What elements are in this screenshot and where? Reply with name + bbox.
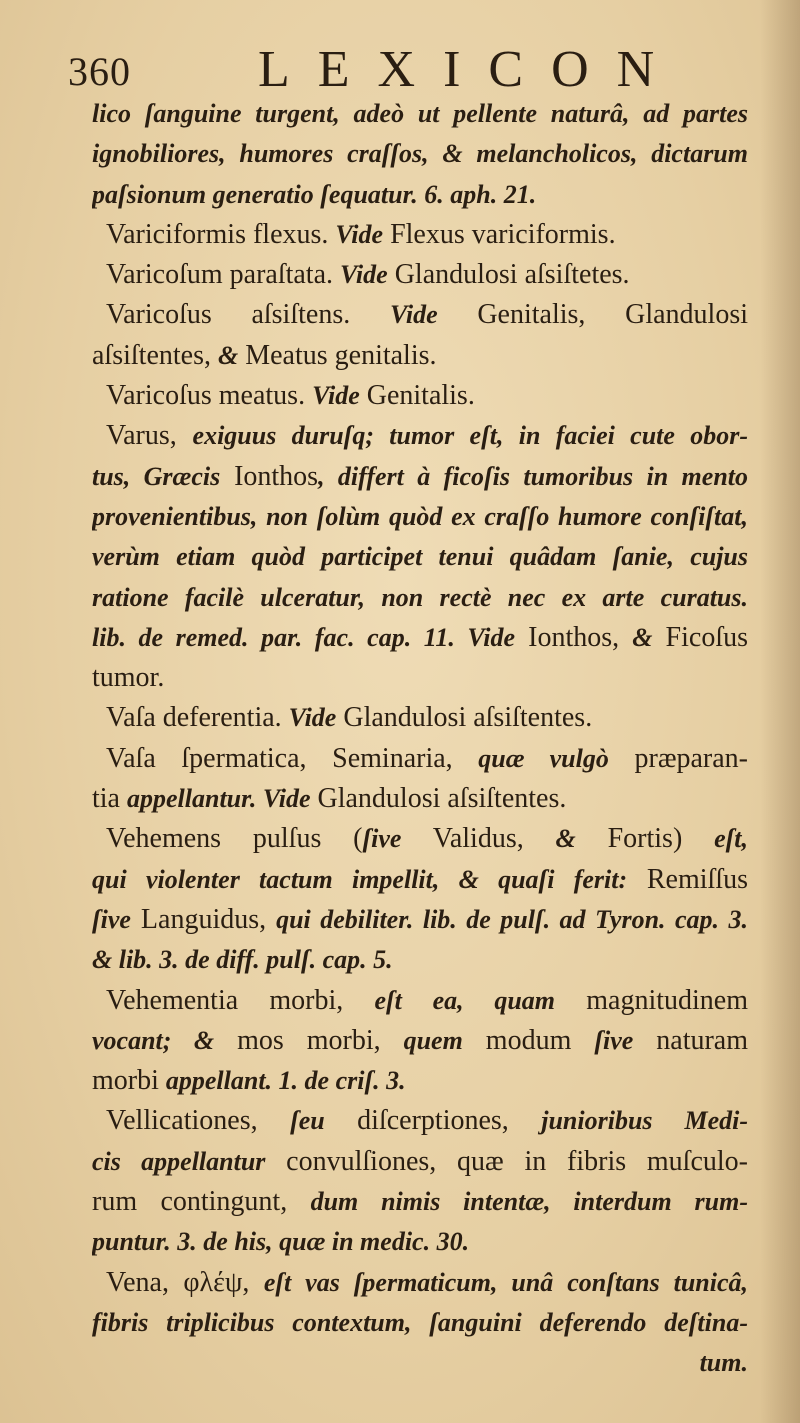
text-line xyxy=(92,860,748,900)
roman-text: Vena, φλέψ, xyxy=(106,1266,264,1298)
italic-text: verùm etiam quòd participet tenui quâdam ſanie, cujus xyxy=(92,542,748,572)
text-line xyxy=(92,94,748,134)
italic-text: ignobiliores, humores craſſos, & melancholicos, dictarum xyxy=(92,139,748,169)
text-line xyxy=(92,1101,748,1141)
roman-text: Vehemens pulſus ( xyxy=(106,823,363,855)
text-line xyxy=(92,416,748,456)
italic-text: & lib. 3. de diff. pulſ. cap. 5. xyxy=(92,945,393,975)
italic-text: Vide xyxy=(335,219,384,249)
italic-text: tus, Græcis xyxy=(92,461,221,491)
text-line xyxy=(92,1303,748,1343)
italic-text: & xyxy=(217,340,239,370)
roman-text: magnitudinem xyxy=(555,984,748,1016)
roman-text: Variciformis flexus. xyxy=(106,218,336,250)
italic-text: lib. de remed. par. fac. cap. 11. Vide xyxy=(92,622,516,652)
text-line xyxy=(92,537,748,577)
italic-text: puntur. 3. de his, quæ in medic. 30. xyxy=(92,1227,470,1257)
text-line xyxy=(92,1142,748,1182)
italic-text: Vide xyxy=(312,381,360,411)
roman-text: modum xyxy=(462,1024,595,1056)
italic-text: appellant. 1. de criſ. 3. xyxy=(165,1066,406,1096)
italic-text: ſeu xyxy=(290,1106,325,1136)
italic-text: ſive xyxy=(362,824,402,854)
text-line xyxy=(92,779,748,819)
text-line xyxy=(92,1263,748,1303)
roman-text: Varus, xyxy=(106,420,193,452)
text-line xyxy=(92,457,748,497)
text-line xyxy=(92,1061,748,1101)
text-line xyxy=(92,1343,748,1383)
roman-text: Fortis) xyxy=(575,823,715,855)
roman-text: Genitalis, Glandulosi xyxy=(437,299,748,331)
italic-text: paſsionum generatio ſequatur. 6. aph. 21. xyxy=(92,179,537,209)
text-line xyxy=(92,819,748,859)
roman-text: Ionthos xyxy=(220,460,319,492)
roman-text: præparan- xyxy=(608,742,748,774)
text-line xyxy=(92,134,748,174)
roman-text: mos morbi, xyxy=(214,1024,404,1056)
lexicon-text xyxy=(92,94,748,1384)
italic-text: qui violenter tactum impellit, & quaſi ferit: xyxy=(92,864,628,894)
text-line xyxy=(92,618,748,658)
roman-text: Meatus genitalis. xyxy=(238,339,437,371)
text-line xyxy=(92,940,748,980)
italic-text: & xyxy=(555,824,576,854)
text-line xyxy=(92,215,748,255)
italic-text: , differt à ficoſis tumoribus in mento xyxy=(318,461,748,491)
italic-text: eſt vas ſpermaticum, unâ conſtans tunicâ, xyxy=(263,1267,748,1297)
roman-text: Flexus variciformis. xyxy=(383,218,616,250)
italic-text: eſt, xyxy=(714,824,748,854)
roman-text: diſcerptiones, xyxy=(324,1105,542,1137)
roman-text: Glandulosi aſsiſtentes. xyxy=(310,783,567,815)
italic-text: Vide xyxy=(340,260,388,290)
text-line xyxy=(92,698,748,738)
text-line xyxy=(92,175,748,215)
text-line xyxy=(92,1182,748,1222)
text-line xyxy=(92,900,748,940)
roman-text: naturam xyxy=(633,1024,748,1056)
roman-text: Vaſa deferentia. xyxy=(106,702,289,734)
italic-text: quem xyxy=(403,1025,463,1055)
italic-text: ratione facilè ulceratur, non rectè nec ex arte curatus. xyxy=(92,582,748,612)
italic-text: exiguus duruſq; tumor eſt, in faciei cute obor- xyxy=(192,421,748,451)
page-header xyxy=(68,40,740,100)
italic-text: ſive xyxy=(92,904,131,934)
roman-text: Varicoſus aſsiſtens. xyxy=(106,299,390,331)
italic-text: quæ vulgò xyxy=(478,743,609,773)
roman-text: Varicoſus meatus. xyxy=(106,380,313,412)
italic-text: lico ſanguine turgent, adeò ut pellente naturâ, ad partes xyxy=(92,99,748,128)
roman-text: Validus, xyxy=(401,823,556,855)
italic-text: junioribus Medi- xyxy=(541,1106,748,1136)
italic-text: fibris triplicibus contextum, ſanguini deferendo deſtina- xyxy=(92,1307,748,1337)
roman-text: tia xyxy=(92,783,127,815)
italic-text: dum nimis intentæ, interdum rum- xyxy=(310,1187,748,1217)
text-line xyxy=(92,255,748,295)
italic-text: tum. xyxy=(699,1348,748,1378)
text-line xyxy=(92,336,748,376)
roman-text: Ionthos, xyxy=(515,621,633,653)
roman-text: Glandulosi aſsiſtetes. xyxy=(387,259,630,291)
roman-text: rum contingunt, xyxy=(92,1186,311,1218)
text-line xyxy=(92,1222,748,1262)
italic-text: eſt ea, quam xyxy=(374,985,556,1015)
roman-text: Languidus, xyxy=(130,903,277,935)
roman-text: morbi xyxy=(92,1065,166,1097)
italic-text: appellantur. Vide xyxy=(127,784,311,814)
roman-text: Genitalis. xyxy=(359,380,475,412)
italic-text: Vide xyxy=(288,703,337,733)
text-line xyxy=(92,981,748,1021)
italic-text: provenientibus, non ſolùm quòd ex craſſo humore conſiſtat, xyxy=(92,501,748,531)
italic-text: vocant; & xyxy=(92,1025,215,1055)
text-line xyxy=(92,295,748,335)
roman-text: Vellicationes, xyxy=(106,1105,291,1137)
roman-text: Varicoſum paraſtata. xyxy=(106,259,341,291)
text-line xyxy=(92,376,748,416)
text-line xyxy=(92,497,748,537)
text-line xyxy=(92,658,748,698)
roman-text: Glandulosi aſsiſtentes. xyxy=(336,702,593,734)
roman-text: Remiſſus xyxy=(627,863,748,895)
italic-text: qui debiliter. lib. de pulſ. ad Tyron. cap. 3. xyxy=(276,904,748,934)
text-line xyxy=(92,1021,748,1061)
text-line xyxy=(92,578,748,618)
running-title: LEXICON xyxy=(258,41,683,98)
roman-text: tumor. xyxy=(92,662,165,694)
roman-text: aſsiſtentes, xyxy=(92,339,218,371)
page-number: 360 xyxy=(68,49,131,94)
roman-text: convulſiones, quæ in fibris muſculo- xyxy=(265,1145,748,1177)
italic-text: & xyxy=(632,622,653,652)
italic-text: cis appellantur xyxy=(92,1146,266,1176)
text-line xyxy=(92,739,748,779)
roman-text: Vaſa ſpermatica, Seminaria, xyxy=(106,742,479,774)
roman-text: Vehementia morbi, xyxy=(106,984,375,1016)
italic-text: ſive xyxy=(594,1025,634,1055)
roman-text: Ficoſus xyxy=(652,621,748,653)
italic-text: Vide xyxy=(389,300,438,330)
page-edge-shadow xyxy=(760,0,800,1423)
